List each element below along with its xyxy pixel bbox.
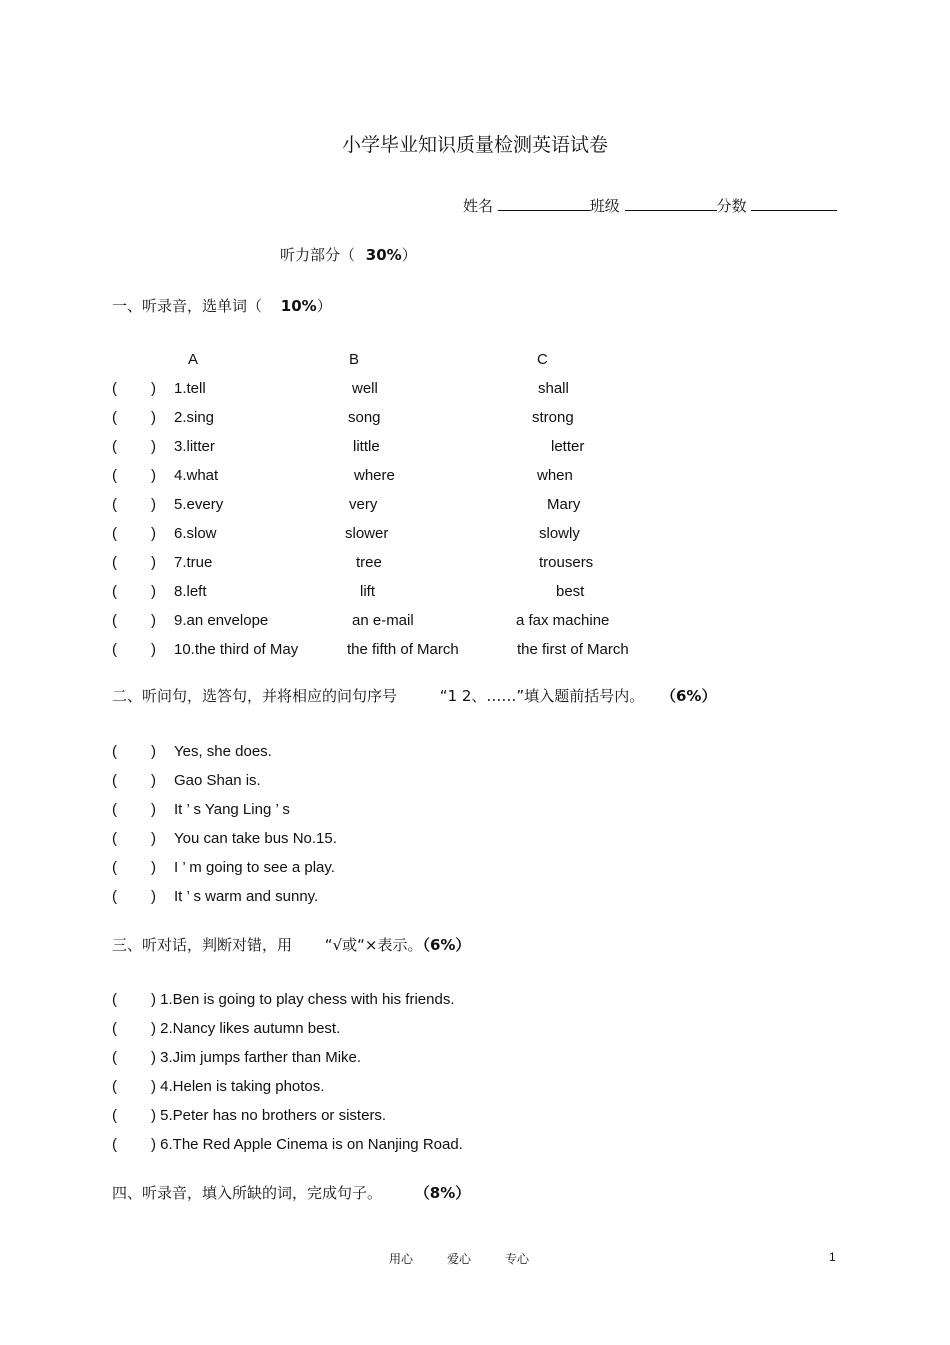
answer-open-paren[interactable]: ( xyxy=(112,859,117,876)
section3-heading: 三、听对话，判断对错，用 “√或“×表示。（6%） xyxy=(112,936,471,954)
answer-open-paren[interactable]: ( xyxy=(112,801,117,818)
option-c: Mary xyxy=(547,496,581,513)
answer-close-paren[interactable]: ) xyxy=(151,525,156,542)
answer-close-paren[interactable]: ) xyxy=(151,801,156,818)
option-b: the fifth of March xyxy=(347,641,459,658)
answer-sentence: It ’ s Yang Ling ’ s xyxy=(174,801,290,818)
answer-close-paren[interactable]: ) xyxy=(151,888,156,905)
answer-close-paren[interactable]: ) xyxy=(151,641,156,658)
judge-statement: ) 2.Nancy likes autumn best. xyxy=(151,1020,341,1037)
score-blank[interactable] xyxy=(751,196,837,211)
judge-open-paren[interactable]: ( xyxy=(112,1020,117,1037)
class-blank[interactable] xyxy=(625,196,717,211)
option-c: strong xyxy=(532,409,574,426)
option-b: an e-mail xyxy=(352,612,414,629)
option-b: slower xyxy=(345,525,389,542)
judge-statement: ) 5.Peter has no brothers or sisters. xyxy=(151,1107,387,1124)
footer-word-1: 用心 xyxy=(389,1252,414,1266)
option-a: 9.an envelope xyxy=(174,612,269,629)
option-a: 6.slow xyxy=(174,525,217,542)
answer-close-paren[interactable]: ) xyxy=(151,612,156,629)
option-b: well xyxy=(352,380,378,397)
option-b: where xyxy=(354,467,395,484)
judge-open-paren[interactable]: ( xyxy=(112,1049,117,1066)
answer-open-paren[interactable]: ( xyxy=(112,583,117,600)
answer-sentence: Yes, she does. xyxy=(174,743,272,760)
option-a: 10.the third of May xyxy=(174,641,299,658)
answer-sentence: Gao Shan is. xyxy=(174,772,261,789)
answer-sentence: It ’ s warm and sunny. xyxy=(174,888,319,905)
option-b: very xyxy=(349,496,378,513)
answer-open-paren[interactable]: ( xyxy=(112,641,117,658)
answer-sentence: I ’ m going to see a play. xyxy=(174,859,335,876)
answer-close-paren[interactable]: ) xyxy=(151,554,156,571)
answer-close-paren[interactable]: ) xyxy=(151,496,156,513)
answer-open-paren[interactable]: ( xyxy=(112,525,117,542)
judge-open-paren[interactable]: ( xyxy=(112,1107,117,1124)
answer-close-paren[interactable]: ) xyxy=(151,583,156,600)
answer-close-paren[interactable]: ) xyxy=(151,380,156,397)
listening-part-heading: 听力部分（ 30%） xyxy=(280,246,417,264)
option-a: 3.litter xyxy=(174,438,215,455)
student-info-line xyxy=(463,195,837,216)
answer-open-paren[interactable]: ( xyxy=(112,888,117,905)
option-b: lift xyxy=(360,583,375,600)
answer-open-paren[interactable]: ( xyxy=(112,612,117,629)
answer-open-paren[interactable]: ( xyxy=(112,380,117,397)
option-b: little xyxy=(353,438,380,455)
answer-open-paren[interactable]: ( xyxy=(112,830,117,847)
section4-heading: 四、听录音，填入所缺的词，完成句子。 （8%） xyxy=(112,1184,471,1202)
answer-close-paren[interactable]: ) xyxy=(151,743,156,760)
score-label: 分数 xyxy=(716,197,747,215)
option-b: song xyxy=(348,409,381,426)
column-a-header: A xyxy=(188,351,199,368)
option-c: letter xyxy=(551,438,585,455)
column-b-header: B xyxy=(349,351,360,368)
answer-close-paren[interactable]: ) xyxy=(151,859,156,876)
answer-sentence: You can take bus No.15. xyxy=(174,830,337,847)
answer-close-paren[interactable]: ) xyxy=(151,467,156,484)
judge-statement: ) 4.Helen is taking photos. xyxy=(151,1078,325,1095)
answer-close-paren[interactable]: ) xyxy=(151,830,156,847)
option-c: slowly xyxy=(539,525,580,542)
option-c: shall xyxy=(538,380,569,397)
judge-open-paren[interactable]: ( xyxy=(112,991,117,1008)
column-c-header: C xyxy=(537,351,548,368)
option-a: 4.what xyxy=(174,467,219,484)
name-blank[interactable] xyxy=(498,196,590,211)
answer-open-paren[interactable]: ( xyxy=(112,467,117,484)
judge-open-paren[interactable]: ( xyxy=(112,1078,117,1095)
answer-open-paren[interactable]: ( xyxy=(112,409,117,426)
class-label: 班级 xyxy=(589,197,620,215)
answer-close-paren[interactable]: ) xyxy=(151,772,156,789)
judge-open-paren[interactable]: ( xyxy=(112,1136,117,1153)
option-a: 8.left xyxy=(174,583,207,600)
section2-heading: 二、听问句，选答句，并将相应的问句序号 “1 2、……”填入题前括号内。 （6%） xyxy=(112,687,717,705)
section1-heading: 一、听录音，选单词（ 10%） xyxy=(112,297,332,315)
judge-statement: ) 1.Ben is going to play chess with his friends. xyxy=(151,991,455,1008)
answer-open-paren[interactable]: ( xyxy=(112,496,117,513)
answer-close-paren[interactable]: ) xyxy=(151,438,156,455)
option-a: 1.tell xyxy=(174,380,206,397)
footer-word-2: 爱心 xyxy=(447,1252,472,1266)
option-c: a fax machine xyxy=(516,612,610,629)
option-a: 5.every xyxy=(174,496,224,513)
option-c: best xyxy=(556,583,585,600)
page-title: 小学毕业知识质量检测英语试卷 xyxy=(341,134,608,156)
judge-statement: ) 3.Jim jumps farther than Mike. xyxy=(151,1049,362,1066)
answer-close-paren[interactable]: ) xyxy=(151,409,156,426)
option-a: 7.true xyxy=(174,554,213,571)
option-b: tree xyxy=(356,554,382,571)
answer-open-paren[interactable]: ( xyxy=(112,743,117,760)
option-c: trousers xyxy=(539,554,594,571)
option-c: the first of March xyxy=(517,641,629,658)
option-a: 2.sing xyxy=(174,409,215,426)
page-number: 1 xyxy=(829,1250,836,1264)
answer-open-paren[interactable]: ( xyxy=(112,554,117,571)
answer-open-paren[interactable]: ( xyxy=(112,438,117,455)
judge-statement: ) 6.The Red Apple Cinema is on Nanjing Road. xyxy=(151,1136,463,1153)
name-label: 姓名 xyxy=(463,197,494,215)
option-c: when xyxy=(537,467,573,484)
footer-word-3: 专心 xyxy=(505,1252,530,1266)
answer-open-paren[interactable]: ( xyxy=(112,772,117,789)
